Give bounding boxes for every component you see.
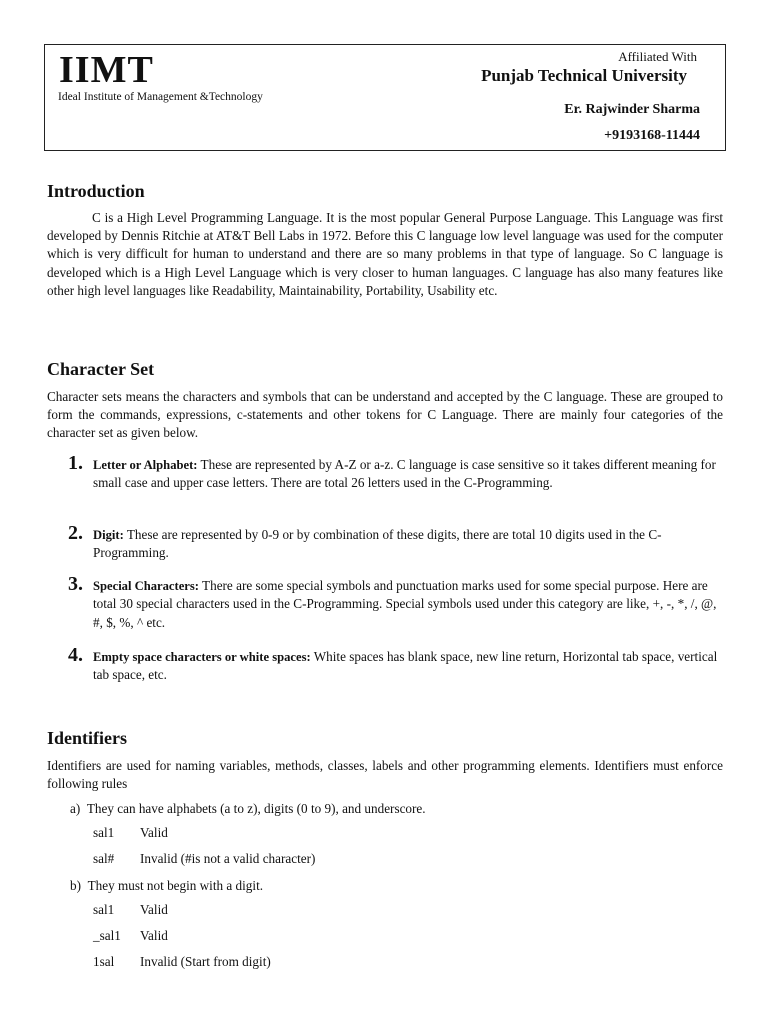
- example-code: 1sal: [93, 954, 115, 969]
- identifiers-heading: Identifiers: [47, 728, 127, 748]
- list-item: [68, 573, 724, 632]
- list-item-title: Empty space characters or white spaces:: [93, 650, 311, 664]
- author-name: Er. Rajwinder Sharma: [564, 102, 700, 117]
- example-result: Valid: [140, 825, 168, 840]
- list-item-title: Letter or Alphabet:: [93, 458, 198, 472]
- character-set-paragraph: Character sets means the characters and symbols that can be understand and accepted by the C language. These are grouped to form the commands, expressions, c-statements and other tokens for C Language. There are mainly four categories of the character set as given below.: [47, 389, 723, 441]
- example-code: _sal1: [93, 928, 121, 943]
- rule-a: a) They can have alphabets (a to z), digits (0 to 9), and underscore.: [70, 801, 426, 816]
- example-result: Invalid (#is not a valid character): [140, 851, 316, 866]
- list-item: [68, 522, 724, 563]
- example-result: Valid: [140, 902, 168, 917]
- identifiers-paragraph: Identifiers are used for naming variables, methods, classes, labels and other programming elements. Identifiers must enforce following rules: [47, 758, 723, 792]
- institute-logo: IIMT: [59, 49, 154, 91]
- list-item-text: These are represented by 0-9 or by combination of these digits, there are total 10 digits used in the C-Programming.: [93, 527, 662, 561]
- example-code: sal1: [93, 825, 115, 840]
- example-result: Invalid (Start from digit): [140, 954, 271, 969]
- institute-name: Ideal Institute of Management &Technology: [58, 91, 263, 103]
- list-item-title: Special Characters:: [93, 579, 199, 593]
- list-item-text: These are represented by A-Z or a-z. C language is case sensitive so it takes different meaning for small case and upper case letters. There are total 26 letters used in the C-Programming.: [93, 457, 716, 491]
- example-code: sal#: [93, 851, 115, 866]
- affiliation-label: Affiliated With: [618, 49, 697, 64]
- author-phone: +9193168-11444: [604, 128, 700, 143]
- list-item-title: Digit:: [93, 528, 124, 542]
- list-number: 1.: [68, 452, 83, 474]
- example-result: Valid: [140, 928, 168, 943]
- list-item-text: There are some special symbols and punctuation marks used for some special purpose. Here are total 30 special characters used in the C-Programming. Special symbols used under this category are like, +, -, *, /, @, #, $, %, ^ etc.: [93, 578, 717, 630]
- introduction-paragraph: C is a High Level Programming Language. It is the most popular General Purpose Language. This Language was first developed by Dennis Ritchie at AT&T Bell Labs in 1972. Before this C language low level language was used for the computer which is very difficult for human to understand and there are so many problems in that type of language. So C language is developed which is a High Level Language which is very closer to human languages. C language has also many features like other high level languages like Readability, Maintainability, Portability, Usability etc.: [47, 210, 723, 298]
- university-name: Punjab Technical University: [481, 66, 687, 85]
- example-code: sal1: [93, 902, 115, 917]
- list-number: 2.: [68, 522, 83, 544]
- list-item: [68, 452, 724, 493]
- letterhead: [44, 44, 726, 151]
- character-set-heading: Character Set: [47, 359, 155, 379]
- list-item: [68, 644, 724, 685]
- list-number: 4.: [68, 644, 83, 666]
- rule-b: b) They must not begin with a digit.: [70, 878, 264, 893]
- introduction-heading: Introduction: [47, 181, 145, 201]
- list-item-text: White spaces has blank space, new line return, Horizontal tab space, vertical tab space, etc.: [93, 649, 718, 683]
- list-number: 3.: [68, 573, 83, 595]
